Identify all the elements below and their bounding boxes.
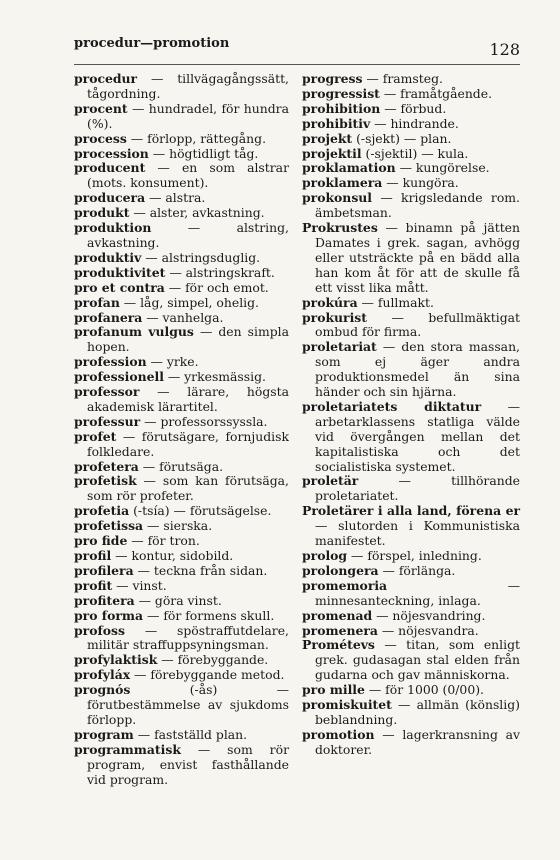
entry-headword: proklamation <box>302 160 396 176</box>
entry-headword: procession <box>74 145 149 161</box>
dictionary-entry <box>302 296 520 311</box>
entry-headword: profetisk <box>74 473 137 489</box>
dictionary-entry <box>302 191 520 221</box>
dictionary-entry <box>74 296 289 311</box>
entry-headword: promiskuitet <box>302 697 392 713</box>
entry-headword: prolog <box>302 548 348 563</box>
entry-headword: prohibition <box>302 100 381 116</box>
entry-definition: — alstring, avkastning. <box>87 220 289 250</box>
entry-headword: proletariatets diktatur <box>302 398 482 414</box>
right-column <box>302 72 520 758</box>
dictionary-entry <box>74 311 289 326</box>
entry-definition: — för formens skull. <box>143 607 275 623</box>
entry-definition: — hindrande. <box>370 115 459 131</box>
entry-definition: — förebyggande metod. <box>130 667 285 683</box>
dictionary-entry <box>302 609 520 624</box>
entry-definition: — slutorden i Kommunistiska manifestet. <box>315 518 520 549</box>
dictionary-entry <box>74 206 289 221</box>
entry-definition: — arbetarklassens statliga välde vid övergången mellan det kapitalistiska och det socialistiska systemet. <box>315 398 520 474</box>
page-header <box>74 36 520 62</box>
dictionary-entry <box>74 653 289 668</box>
entry-definition: — tillhörande proletariatet. <box>315 473 520 504</box>
entry-headword: profilera <box>74 562 134 578</box>
entry-definition: — framåtgående. <box>379 85 493 101</box>
dictionary-entry <box>74 504 289 519</box>
entry-headword: produkt <box>74 205 130 221</box>
dictionary-entry <box>74 460 289 475</box>
dictionary-entry <box>302 400 520 475</box>
dictionary-entry <box>302 72 520 87</box>
entry-definition: — alstringskraft. <box>165 264 275 280</box>
dictionary-entry <box>74 728 289 743</box>
dictionary-entry <box>74 743 289 788</box>
entry-definition: — yrke. <box>146 354 199 370</box>
entry-definition: — krigsledande rom. ämbetsman. <box>315 190 520 221</box>
entry-definition: — vanhelga. <box>142 309 224 325</box>
entry-headword: projekt <box>302 130 353 146</box>
dictionary-entry <box>74 147 289 162</box>
entry-definition: — nöjesvandra. <box>377 622 479 638</box>
entry-definition: (-tsía) — förutsägelse. <box>129 503 272 519</box>
dictionary-entry <box>74 579 289 594</box>
dictionary-entry <box>74 549 289 564</box>
dictionary-entry <box>74 221 289 251</box>
dictionary-entry <box>302 132 520 147</box>
entry-headword: profetera <box>74 458 139 474</box>
entry-headword: professor <box>74 384 140 400</box>
entry-definition: — kontur, sidobild. <box>111 548 234 563</box>
entry-definition: — fullmakt. <box>357 294 434 310</box>
entry-headword: prohibitiv <box>302 115 371 131</box>
dictionary-entry <box>302 728 520 758</box>
entry-headword: procedur <box>74 71 138 86</box>
entry-headword: profetia <box>74 503 130 519</box>
entry-definition: — alster, avkastning. <box>129 205 265 221</box>
dictionary-entry <box>74 609 289 624</box>
entry-definition: — som rör program, envist fasthållande vid program. <box>87 741 289 787</box>
entry-definition: — förlopp, rättegång. <box>126 130 267 146</box>
entry-definition: — binamn på jätten Damates i grek. sagan, avhögg eller utsträckte på en bädd alla han kom åt för att de skulle få ett visst lika mått. <box>315 220 520 295</box>
entry-definition: (-ås) — förutbestämmelse av sjukdoms förlopp. <box>87 682 289 727</box>
dictionary-entry <box>74 415 289 430</box>
entry-headword: proletär <box>302 473 359 489</box>
dictionary-entry <box>302 340 520 400</box>
entry-headword: procent <box>74 100 128 116</box>
dictionary-entry <box>302 683 520 698</box>
dictionary-entry <box>74 683 289 728</box>
entry-headword: profylaktisk <box>74 652 158 668</box>
dictionary-entry <box>74 370 289 385</box>
entry-headword: profanera <box>74 309 143 325</box>
entry-headword: progressist <box>302 85 380 101</box>
entry-definition: — lagerkransning av doktorer. <box>315 726 520 757</box>
entry-definition: — förspel, inledning. <box>347 548 482 563</box>
entry-headword: pro forma <box>74 607 144 623</box>
dictionary-entry <box>302 147 520 162</box>
entry-headword: prokonsul <box>302 190 373 206</box>
entry-headword: profetissa <box>74 518 144 534</box>
left-column <box>74 72 289 788</box>
entry-definition: — för och emot. <box>164 279 269 295</box>
entry-definition: — som kan förutsäga, som rör profeter. <box>87 473 289 504</box>
dictionary-entry <box>74 564 289 579</box>
entry-headword: prokúra <box>302 294 358 310</box>
entry-definition: — nöjesvandring. <box>372 607 486 623</box>
entry-headword: promotion <box>302 726 375 742</box>
entry-headword: prolongera <box>302 562 379 578</box>
entry-definition: — förutsägare, fornjudisk folkledare. <box>87 428 289 459</box>
entry-headword: profil <box>74 548 112 563</box>
entry-definition: — vinst. <box>112 577 167 593</box>
dictionary-entry <box>74 624 289 654</box>
entry-definition: — alstra. <box>145 190 206 206</box>
entry-definition: — fastställd plan. <box>133 726 248 742</box>
dictionary-entry <box>74 325 289 355</box>
dictionary-entry <box>302 579 520 609</box>
entry-headword: professionell <box>74 369 164 385</box>
dictionary-entry <box>74 534 289 549</box>
entry-headword: profitera <box>74 592 135 608</box>
entry-headword: pro et contra <box>74 279 165 295</box>
entry-definition: — en som alstrar (mots. konsument). <box>87 160 289 191</box>
dictionary-entry <box>302 624 520 639</box>
entry-headword: produktiv <box>74 249 142 265</box>
dictionary-entry <box>302 221 520 296</box>
entry-headword: profoss <box>74 622 126 638</box>
running-head: procedur—promotion <box>74 36 230 51</box>
dictionary-entry <box>302 549 520 564</box>
dictionary-entry <box>302 311 520 341</box>
entry-definition: — för tron. <box>127 533 200 549</box>
dictionary-entry <box>74 161 289 191</box>
entry-headword: Prométevs <box>302 637 375 653</box>
dictionary-entry <box>74 355 289 370</box>
entry-definition: — kungöra. <box>382 175 459 191</box>
entry-definition: — förutsäga. <box>138 458 224 474</box>
entry-definition: (-sjekt) — plan. <box>352 130 452 146</box>
entry-definition: — högtidligt tåg. <box>148 145 259 161</box>
entry-headword: produktivitet <box>74 264 166 280</box>
entry-headword: producent <box>74 160 146 176</box>
entry-headword: Prokrustes <box>302 220 378 236</box>
entry-definition: — förbud. <box>380 100 447 116</box>
entry-headword: proklamera <box>302 175 383 191</box>
entry-definition: — förlänga. <box>378 562 456 578</box>
entry-headword: pro fide <box>74 533 128 549</box>
entry-definition: — den stora massan, som ej äger andra produktionsmedel än sina händer och sin hjärna. <box>315 339 520 400</box>
entry-definition: — yrkesmässig. <box>163 369 266 385</box>
entry-definition: — kungörelse. <box>395 160 490 176</box>
dictionary-entry <box>302 161 520 176</box>
entry-definition: — för 1000 (0/00). <box>364 682 484 698</box>
page-number: 128 <box>489 40 520 59</box>
entry-definition: — professorssyssla. <box>140 413 268 429</box>
entry-definition: — låg, simpel, ohelig. <box>119 294 259 310</box>
dictionary-entry <box>302 564 520 579</box>
dictionary-entry <box>74 519 289 534</box>
entry-headword: profan <box>74 294 120 310</box>
dictionary-entry <box>74 266 289 281</box>
dictionary-entry <box>74 430 289 460</box>
entry-definition: — göra vinst. <box>134 592 222 608</box>
entry-headword: profet <box>74 428 117 444</box>
entry-headword: Proletärer i alla land, förena er <box>302 503 520 519</box>
entry-headword: promenera <box>302 622 378 638</box>
entry-definition: — förebyggande. <box>157 652 269 668</box>
entry-headword: promemoria <box>302 577 388 593</box>
dictionary-entry <box>302 117 520 132</box>
dictionary-entry <box>74 281 289 296</box>
entry-definition: — den simpla hopen. <box>87 324 289 355</box>
entry-headword: process <box>74 130 127 146</box>
entry-definition: — spöstraffutdelare, militär straffuppsyningsman. <box>87 622 289 653</box>
dictionary-entry <box>74 72 289 102</box>
dictionary-entry <box>74 385 289 415</box>
dictionary-entry <box>302 698 520 728</box>
entry-definition: — allmän (könslig) beblandning. <box>315 697 520 727</box>
dictionary-entry <box>302 474 520 504</box>
entry-headword: profanum vulgus <box>74 324 194 340</box>
dictionary-entry <box>302 87 520 102</box>
entry-headword: prokurist <box>302 309 367 325</box>
entry-definition: — alstringsduglig. <box>141 249 261 265</box>
dictionary-entry <box>302 504 520 549</box>
entry-definition: — lärare, högsta akademisk lärartitel. <box>87 384 289 414</box>
entry-headword: promenad <box>302 607 373 623</box>
entry-definition: — sierska. <box>143 518 213 534</box>
entry-headword: produktion <box>74 220 152 236</box>
entry-headword: prognós <box>74 682 131 698</box>
dictionary-entry <box>74 251 289 266</box>
entry-definition: — framsteg. <box>362 71 443 86</box>
dictionary-entry <box>302 176 520 191</box>
entry-definition: — befullmäktigat ombud för firma. <box>315 309 520 340</box>
dictionary-entry <box>74 668 289 683</box>
entry-headword: progress <box>302 71 363 86</box>
entry-headword: program <box>74 726 134 742</box>
entry-definition: — titan, som enligt grek. gudasagan stal elden från gudarna och gav människorna. <box>315 637 520 683</box>
entry-headword: professur <box>74 413 141 429</box>
entry-definition: (-sjektil) — kula. <box>361 145 469 161</box>
entry-headword: profyláx <box>74 667 131 683</box>
entry-headword: pro mille <box>302 682 365 698</box>
entry-headword: projektil <box>302 145 362 161</box>
dictionary-entry <box>302 102 520 117</box>
dictionary-entry <box>74 132 289 147</box>
dictionary-entry <box>74 102 289 132</box>
entry-definition: — minnesanteckning, inlaga. <box>315 577 520 608</box>
entry-definition: — tillvägagångssätt, tågordning. <box>87 71 289 101</box>
dictionary-entry <box>74 474 289 504</box>
header-rule <box>74 64 520 65</box>
entry-headword: programmatisk <box>74 741 181 757</box>
entry-headword: profit <box>74 577 113 593</box>
entry-headword: proletariat <box>302 339 377 355</box>
dictionary-entry <box>74 191 289 206</box>
dictionary-entry <box>302 638 520 683</box>
entry-headword: profession <box>74 354 147 370</box>
entry-headword: producera <box>74 190 146 206</box>
dictionary-entry <box>74 594 289 609</box>
entry-definition: — hundradel, för hundra (%). <box>87 100 289 131</box>
entry-definition: — teckna från sidan. <box>133 562 268 578</box>
